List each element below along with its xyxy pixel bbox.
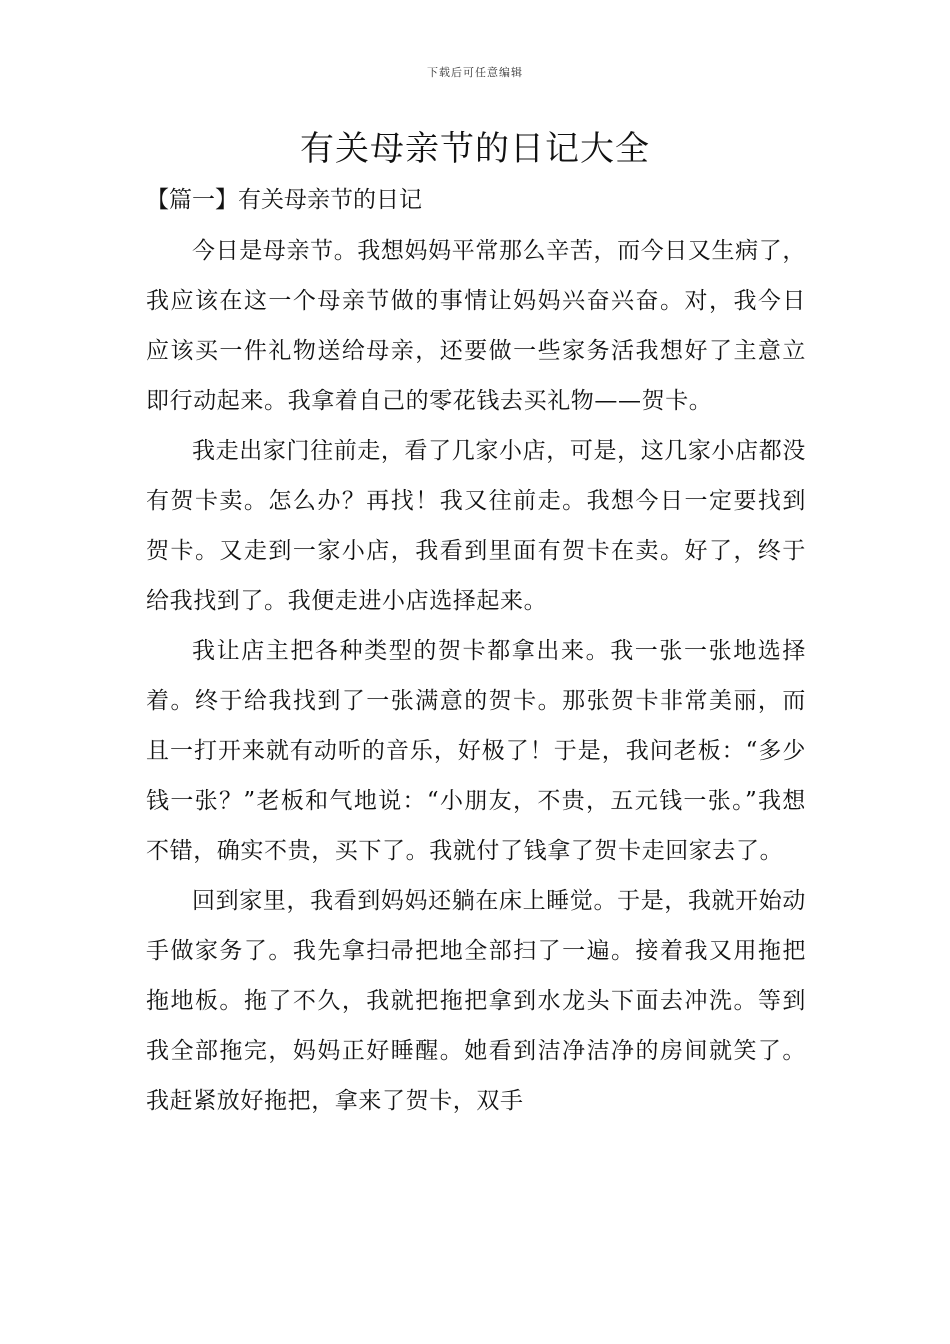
paragraph-3: 我让店主把各种类型的贺卡都拿出来。我一张一张地选择着。终于给我找到了一张满意的贺卡。那张贺卡非常美丽，而且一打开来就有动听的音乐，好极了！于是，我问老板：“多少钱一张？”老板和气地说：“小朋友，不贵，五元钱一张。”我想不错，确实不贵，买下了。我就付了钱拿了贺卡走回家去了。: [146, 638, 806, 864]
paragraph-4: 回到家里，我看到妈妈还躺在床上睡觉。于是，我就开始动手做家务了。我先拿扫帚把地全部扫了一遍。接着我又用拖把拖地板。拖了不久，我就把拖把拿到水龙头下面去冲洗。等到我全部拖完，妈妈正好睡醒。她看到洁净洁净的房间就笑了。我赶紧放好拖把，拿来了贺卡，双手: [146, 888, 806, 1114]
paragraph-1: 今日是母亲节。我想妈妈平常那么辛苦，而今日又生病了，我应该在这一个母亲节做的事情让妈妈兴奋兴奋。对，我今日应该买一件礼物送给母亲，还要做一些家务活我想好了主意立即行动起来。我拿着自己的零花钱去买礼物——贺卡。: [146, 238, 806, 414]
paragraph-2: 我走出家门往前走，看了几家小店，可是，这几家小店都没有贺卡卖。怎么办？再找！我又往前走。我想今日一定要找到贺卡。又走到一家小店，我看到里面有贺卡在卖。好了，终于给我找到了。我便走进小店选择起来。: [146, 438, 806, 614]
section-heading: 【篇一】有关母亲节的日记: [146, 187, 422, 213]
document-title: 有关母亲节的日记大全: [300, 129, 650, 169]
header-note: 下载后可任意编辑: [427, 66, 523, 79]
body-text: [146, 226, 806, 1126]
